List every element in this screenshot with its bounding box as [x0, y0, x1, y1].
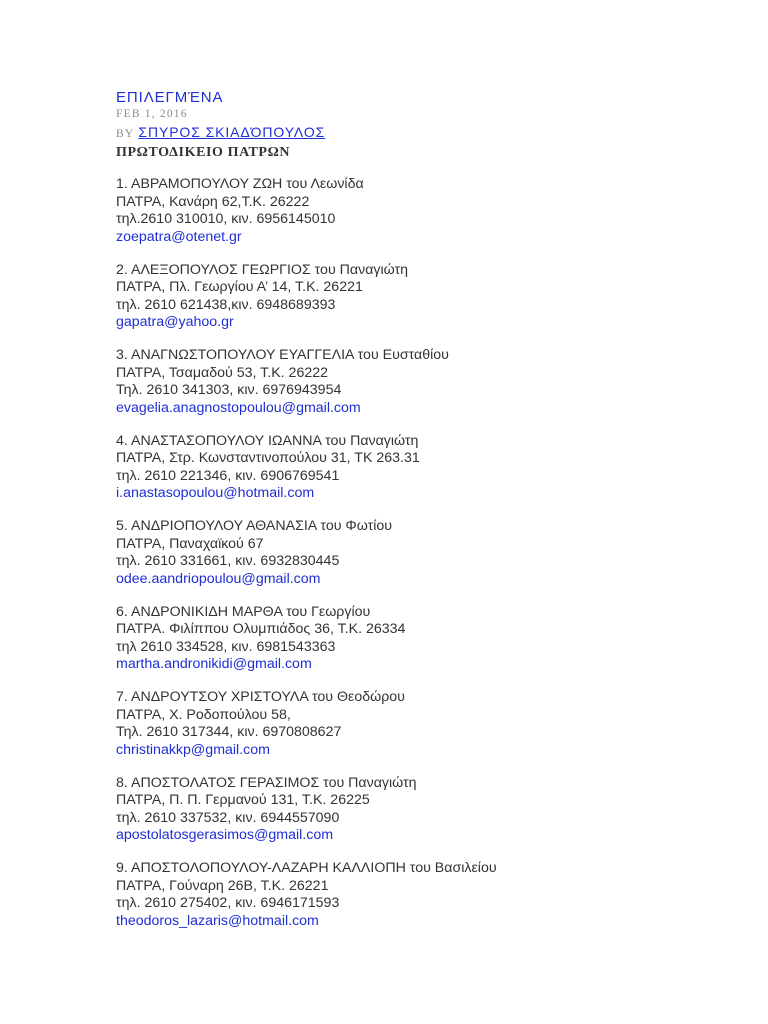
- entry-address: ΠΑΤΡΑ, Στρ. Κωνσταντινοπούλου 31, ΤΚ 263.31: [116, 450, 420, 466]
- entry-address: ΠΑΤΡΑ, Χ. Ροδοπούλου 58,: [116, 706, 291, 723]
- list-item: [116, 689, 736, 759]
- by-label: BY: [116, 128, 135, 140]
- entry-address: ΠΑΤΡΑ, Π. Π. Γερμανού 131, Τ.Κ. 26225: [116, 792, 370, 808]
- entry-email-link[interactable]: odee.aandriopoulou@gmail.com: [116, 570, 321, 587]
- entry-address: ΠΑΤΡΑ, Γούναρη 26Β, Τ.Κ. 26221: [116, 877, 329, 894]
- entry-phone: τηλ. 2610 621438,κιν. 6948689393: [116, 296, 336, 313]
- list-item: [116, 518, 736, 588]
- entry-email-link[interactable]: evagelia.anagnostopoulou@gmail.com: [116, 399, 361, 416]
- entry-name: 7. ΑΝΔΡΟΥΤΣΟΥ ΧΡΙΣΤΟΥΛΑ του Θεοδώρου: [116, 689, 405, 705]
- category-link[interactable]: ΕΠΙΛΕΓΜΈΝΑ: [116, 89, 224, 106]
- list-item: [116, 347, 736, 417]
- entry-email-link[interactable]: i.anastasopoulou@hotmail.com: [116, 485, 315, 501]
- entry-phone: τηλ. 2610 331661, κιν. 6932830445: [116, 553, 340, 569]
- entry-address: ΠΑΤΡΑ, Παναχαϊκού 67: [116, 535, 264, 552]
- entry-name: 5. ΑΝΔΡΙΟΠΟΥΛΟΥ ΑΘΑΝΑΣΙΑ του Φωτίου: [116, 518, 393, 534]
- list-item: [116, 604, 736, 674]
- entry-phone: Τηλ. 2610 341303, κιν. 6976943954: [116, 382, 342, 398]
- entry-phone: τηλ 2610 334528, κιν. 6981543363: [116, 638, 336, 655]
- entry-address: ΠΑΤΡΑ, Πλ. Γεωργίου Α’ 14, Τ.Κ. 26221: [116, 279, 363, 295]
- entry-phone: Τηλ. 2610 317344, κιν. 6970808627: [116, 724, 342, 740]
- entry-email-link[interactable]: zoepatra@otenet.gr: [116, 228, 242, 245]
- entry-name: 8. ΑΠΟΣΤΟΛΑΤΟΣ ΓΕΡΑΣΙΜΟΣ του Παναγιώτη: [116, 774, 417, 791]
- entry-email-link[interactable]: theodoros_lazaris@hotmail.com: [116, 912, 319, 929]
- entry-address: ΠΑΤΡΑ. Φιλίππου Ολυμπιάδος 36, Τ.Κ. 26334: [116, 621, 406, 637]
- entry-email-link[interactable]: martha.andronikidi@gmail.com: [116, 656, 312, 672]
- post-content: [116, 88, 736, 946]
- entry-email-link[interactable]: apostolatosgerasimos@gmail.com: [116, 827, 334, 843]
- entry-phone: τηλ. 2610 275402, κιν. 6946171593: [116, 895, 340, 911]
- entry-email-link[interactable]: gapatra@yahoo.gr: [116, 314, 234, 330]
- entry-name: 2. ΑΛΕΞΟΠΟΥΛΟΣ ΓΕΩΡΓΙΟΣ του Παναγιώτη: [116, 261, 409, 278]
- list-item: [116, 860, 736, 930]
- list-item: [116, 176, 736, 246]
- entry-name: 1. ΑΒΡΑΜΟΠΟΥΛΟΥ ΖΩΗ του Λεωνίδα: [116, 176, 364, 192]
- post-date: FEB 1, 2016: [116, 108, 188, 120]
- entry-phone: τηλ.2610 310010, κιν. 6956145010: [116, 211, 336, 227]
- list-item: [116, 262, 736, 332]
- entry-address: ΠΑΤΡΑ, Τσαμαδού 53, Τ.Κ. 26222: [116, 364, 329, 381]
- list-item: [116, 433, 736, 503]
- entry-name: 6. ΑΝΔΡΟΝΙΚΙΔΗ ΜΑΡΘΑ του Γεωργίου: [116, 603, 371, 620]
- entry-phone: τηλ. 2610 337532, κιν. 6944557090: [116, 809, 340, 826]
- section-title: ΠΡΩΤΟΔΙΚΕΙΟ ΠΑΤΡΩΝ: [116, 145, 291, 160]
- entry-phone: τηλ. 2610 221346, κιν. 6906769541: [116, 467, 340, 484]
- entry-name: 4. ΑΝΑΣΤΑΣΟΠΟΥΛΟΥ ΙΩΑΝΝΑ του Παναγιώτη: [116, 432, 419, 449]
- entry-name: 9. ΑΠΟΣΤΟΛΟΠΟΥΛΟΥ-ΛΑΖΑΡΗ ΚΑΛΛΙΟΠΗ του Βασιλείου: [116, 860, 497, 876]
- entry-email-link[interactable]: christinakkp@gmail.com: [116, 741, 270, 758]
- author-link[interactable]: ΣΠΥΡΟΣ ΣΚΙΑΔΌΠΟΥΛΟΣ: [138, 124, 326, 140]
- entry-address: ΠΑΤΡΑ, Κανάρη 62,Τ.Κ. 26222: [116, 193, 310, 210]
- entry-name: 3. ΑΝΑΓΝΩΣΤΟΠΟΥΛΟΥ ΕΥΑΓΓΕΛΙΑ του Ευσταθίου: [116, 347, 449, 363]
- byline: [116, 122, 736, 144]
- list-item: [116, 775, 736, 845]
